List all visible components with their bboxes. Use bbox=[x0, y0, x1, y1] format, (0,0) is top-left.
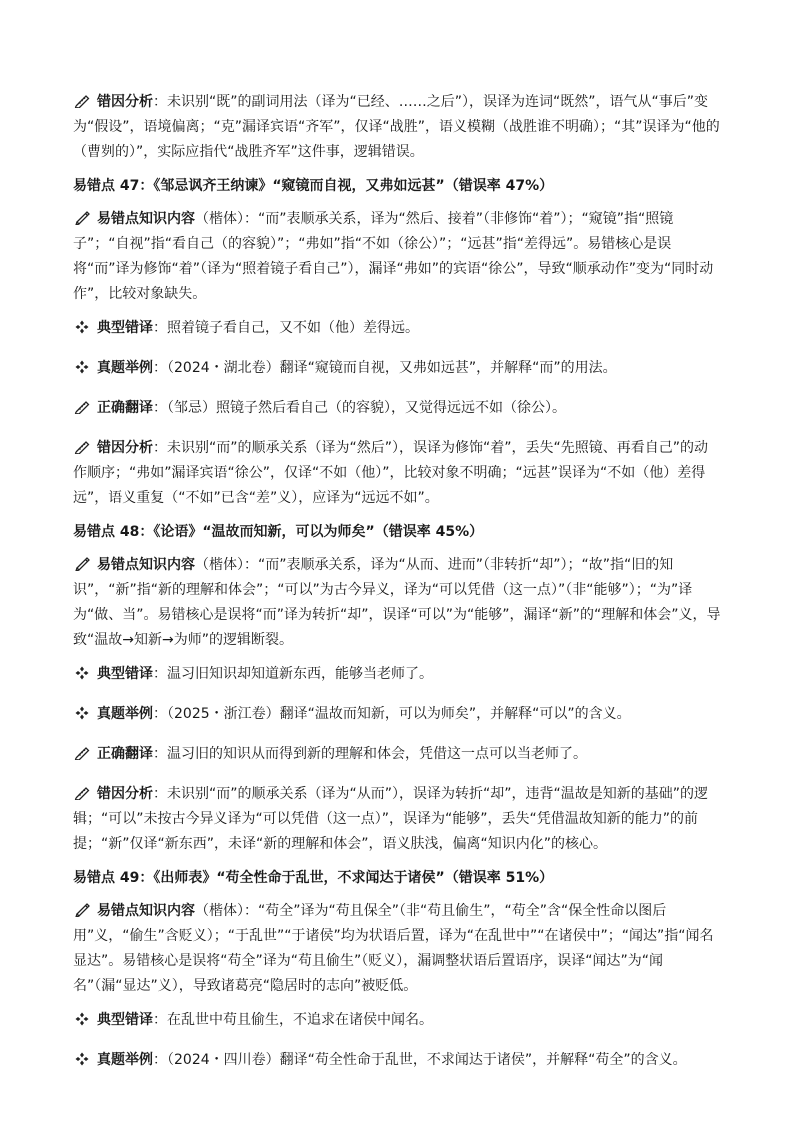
item-label: 典型错译 bbox=[97, 320, 153, 336]
item-text: ：未识别“而”的顺承关系（译为“从而”），误译为转折“却”，违背“温故是知新的基础”的逻辑；“可以”未按古今异义译为“可以凭借（这一点）”，误译为“能够”，丢失“凭借温故知新的能力”的前提；“新”仅译“新东西”，未译“新的理解和体会”，语义肤浅，偏离“知识内化”的核心。 bbox=[73, 786, 709, 852]
item-label: 错因分析 bbox=[97, 440, 153, 456]
ruler-pencil-icon bbox=[73, 439, 91, 454]
ruler-pencil-icon bbox=[73, 93, 91, 108]
text-paragraph bbox=[73, 782, 722, 857]
item-text: ：照着镜子看自己，又不如（他）差得远。 bbox=[153, 320, 419, 336]
item-label: 真题举例 bbox=[97, 1052, 153, 1068]
item-label: 正确翻译 bbox=[97, 746, 153, 762]
item-text: ：未识别“而”的顺承关系（译为“然后”），误译为修饰“着”，丢失“先照镜、再看自己”的动作顺序；“弗如”漏译宾语“徐公”，仅译“不如（他）”，比较对象不明确；“远甚”误译为“不如（他）差得远”，语义重复（“不如”已含“差”义），应译为“远远不如”。 bbox=[73, 440, 709, 506]
item-text: ：未识别“既”的副词用法（译为“已经、……之后”），误译为连词“既然”，语气从“事后”变为“假设”，语境偏离；“克”漏译宾语“齐军”，仅译“战胜”，语义模糊（战胜谁不明确）；“其”误译为“他的（曹刿的）”，实际应指代“战胜齐军”这件事，逻辑错误。 bbox=[73, 94, 720, 160]
list-item bbox=[73, 662, 722, 687]
item-text: ：温习旧知识却知道新东西，能够当老师了。 bbox=[153, 666, 433, 682]
item-text: ：（2024・湖北卷）翻译“窥镜而自视，又弗如远甚”，并解释“而”的用法。 bbox=[153, 360, 617, 376]
item-text: ：（邹忌）照镜子然后看自己（的容貌），又觉得远远不如（徐公）。 bbox=[153, 400, 566, 416]
item-label: 真题举例 bbox=[97, 706, 153, 722]
list-item bbox=[73, 702, 722, 727]
text-paragraph bbox=[73, 207, 722, 307]
item-text: （楷体）：“而”表顺承关系，译为“然后、接着”（非修饰“着”）；“窥镜”指“照镜子”；“自视”指“看自己（的容貌）”；“弗如”指“不如（徐公）”；“远甚”指“差得远”。易错核心是误将“而”译为修饰“着”（译为“照着镜子看自己”），漏译“弗如”的宾语“徐公”，导致“顺承动作”变为“同时动作”，比较对象缺失。 bbox=[73, 211, 714, 302]
ruler-pencil-icon bbox=[73, 745, 91, 760]
item-label: 典型错译 bbox=[97, 1012, 153, 1028]
diamond-icon bbox=[73, 1012, 91, 1026]
section-heading: 易错点 48：《论语》“温故而知新，可以为师矣”（错误率 45%） bbox=[73, 524, 484, 540]
diamond-icon bbox=[73, 360, 91, 374]
item-text: ：温习旧的知识从而得到新的理解和体会，凭借这一点可以当老师了。 bbox=[153, 746, 587, 762]
item-label: 易错点知识内容 bbox=[97, 557, 195, 573]
item-label: 易错点知识内容 bbox=[97, 211, 195, 227]
text-paragraph bbox=[73, 899, 722, 999]
pencil-icon bbox=[73, 556, 91, 571]
section-heading: 易错点 47：《邹忌讽齐王纳谏》“窥镜而自视，又弗如远甚”（错误率 47%） bbox=[73, 178, 554, 194]
list-item bbox=[73, 316, 722, 341]
diamond-icon bbox=[73, 666, 91, 680]
list-item bbox=[73, 356, 722, 381]
diamond-icon bbox=[73, 320, 91, 334]
text-paragraph bbox=[73, 553, 722, 653]
list-item bbox=[73, 396, 722, 421]
item-label: 错因分析 bbox=[97, 94, 153, 110]
item-label: 错因分析 bbox=[97, 786, 153, 802]
ruler-pencil-icon bbox=[73, 399, 91, 414]
text-paragraph bbox=[73, 436, 722, 511]
item-label: 易错点知识内容 bbox=[97, 903, 195, 919]
diamond-icon bbox=[73, 706, 91, 720]
item-text: （楷体）：“苟全”译为“苟且保全”（非“苟且偷生”，“苟全”含“保全性命以图后用”义，“偷生”含贬义）；“于乱世”“于诸侯”均为状语后置，译为“在乱世中”“在诸侯中”；“闻达”指“闻名显达”。易错核心是误将“苟全”译为“苟且偷生”（贬义），漏调整状语后置语序，误译“闻达”为“闻名”（漏“显达”义），导致诸葛亮“隐居时的志向”被贬低。 bbox=[73, 903, 714, 994]
item-text: （楷体）：“而”表顺承关系，译为“从而、进而”（非转折“却”）；“故”指“旧的知识”，“新”指“新的理解和体会”；“可以”为古今异义，译为“可以凭借（这一点）”（非“能够”）；“为”译为“做、当”。易错核心是误将“而”译为转折“却”，误译“可以”为“能够”，漏译“新”的“理解和体会”义，导致“温故→知新→为师”的逻辑断裂。 bbox=[73, 557, 721, 648]
item-text: ：在乱世中苟且偷生，不追求在诸侯中闻名。 bbox=[153, 1012, 433, 1028]
list-item bbox=[73, 742, 722, 767]
item-label: 正确翻译 bbox=[97, 400, 153, 416]
section-heading: 易错点 49：《出师表》“苟全性命于乱世，不求闻达于诸侯”（错误率 51%） bbox=[73, 870, 554, 886]
pencil-icon bbox=[73, 902, 91, 917]
item-text: ：（2025・浙江卷）翻译“温故而知新，可以为师矣”，并解释“可以”的含义。 bbox=[153, 706, 631, 722]
list-item bbox=[73, 1008, 722, 1033]
text-paragraph bbox=[73, 90, 722, 165]
item-label: 典型错译 bbox=[97, 666, 153, 682]
diamond-icon bbox=[73, 1052, 91, 1066]
item-label: 真题举例 bbox=[97, 360, 153, 376]
ruler-pencil-icon bbox=[73, 785, 91, 800]
list-item bbox=[73, 1048, 722, 1073]
item-text: ：（2024・四川卷）翻译“苟全性命于乱世，不求闻达于诸侯”，并解释“苟全”的含义。 bbox=[153, 1052, 687, 1068]
pencil-icon bbox=[73, 210, 91, 225]
